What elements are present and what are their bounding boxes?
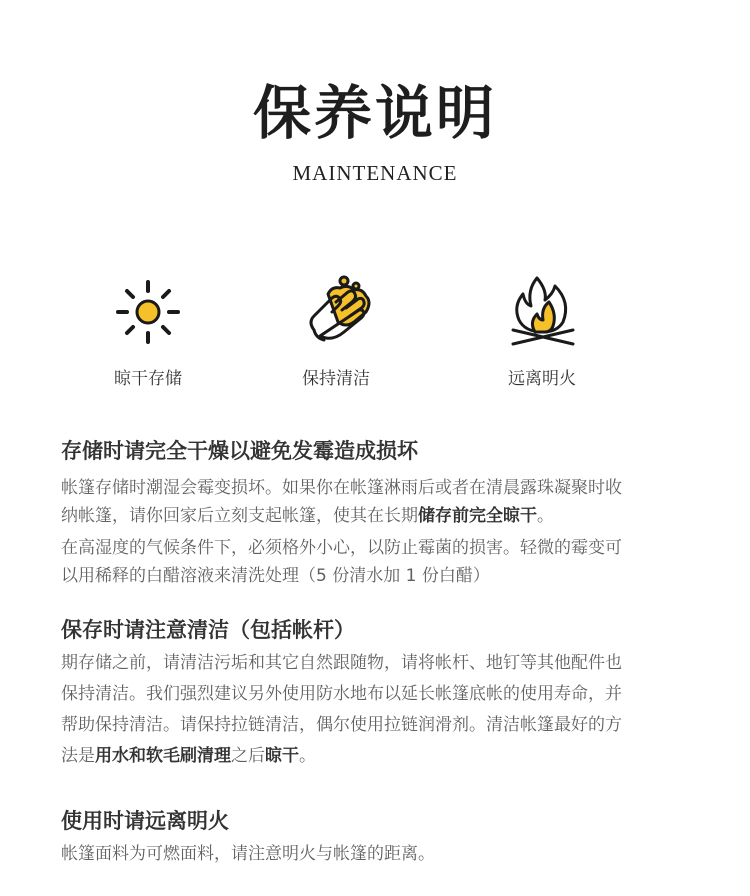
icon-label-dry-storage: 晾干存储	[114, 369, 182, 389]
campfire-icon	[505, 274, 581, 350]
icon-label-away-from-fire: 远离明火	[508, 369, 576, 389]
emphasis-text: 用水和软毛刷清理	[95, 746, 231, 766]
clean-hands-icon	[302, 272, 382, 352]
section-title-dry-storage: 存储时请完全干燥以避免发霉造成损坏	[61, 439, 418, 463]
paragraph-line: 保持清洁。我们强烈建议另外使用防水地布以延长帐篷底帐的使用寿命，并	[61, 684, 622, 704]
section-paragraph	[61, 648, 693, 772]
paragraph-line: 在高湿度的气候条件下，必须格外小心，以防止霉菌的损害。轻微的霉变可	[61, 538, 622, 558]
paragraph-line: 法是用水和软毛刷清理之后晾干。	[61, 746, 316, 766]
icon-label-keep-clean: 保持清洁	[302, 369, 370, 389]
sun-icon	[112, 276, 184, 348]
paragraph-line: 纳帐篷，请你回家后立刻支起帐篷，使其在长期储存前完全晾干。	[61, 506, 554, 526]
section-title-keep-clean: 保存时请注意清洁（包括帐杆）	[61, 618, 355, 642]
section-paragraph	[61, 840, 693, 868]
page-title: 保养说明	[252, 79, 497, 147]
paragraph-line: 期存储之前，请清洁污垢和其它自然跟随物，请将帐杆、地钉等其他配件也	[61, 653, 622, 673]
emphasis-text: 储存前完全晾干	[418, 506, 537, 526]
paragraph-line: 帮助保持清洁。请保持拉链清洁，偶尔使用拉链润滑剂。清洁帐篷最好的方	[61, 715, 622, 735]
section-paragraph	[61, 534, 693, 590]
page-subtitle: MAINTENANCE	[292, 161, 458, 185]
paragraph-line: 帐篷存储时潮湿会霉变损坏。如果你在帐篷淋雨后或者在清晨露珠凝聚时收	[61, 478, 622, 498]
paragraph-line: 以用稀释的白醋溶液来清洗处理（5 份清水加 1 份白醋）	[61, 566, 490, 586]
section-paragraph	[61, 474, 693, 530]
emphasis-text: 晾干	[265, 746, 299, 766]
section-title-away-from-fire: 使用时请远离明火	[61, 809, 229, 833]
paragraph-line: 帐篷面料为可燃面料，请注意明火与帐篷的距离。	[61, 844, 435, 864]
